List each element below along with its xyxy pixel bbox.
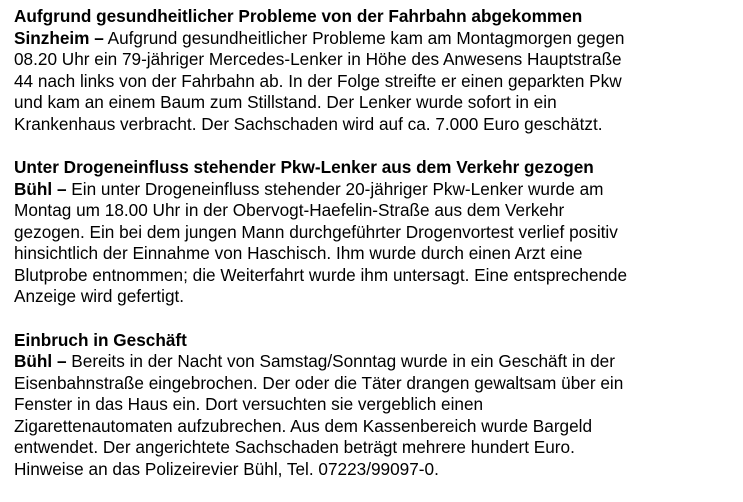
article-line: Eisenbahnstraße eingebrochen. Der oder die Täter drangen gewaltsam über ein: [14, 372, 624, 393]
article-line: Montag um 18.00 Uhr in der Obervogt-Haefelin-Straße aus dem Verkehr: [14, 200, 565, 220]
article-body: [14, 179, 735, 308]
article-drug-driver-buehl: [14, 157, 735, 308]
article-line: hinsichtlich der Einnahme von Haschisch. Ihm wurde durch einen Arzt eine: [14, 243, 583, 263]
article-body: [14, 28, 735, 136]
article-line: Hinweise an das Polizeirevier Bühl, Tel. 07223/99097-0.: [14, 458, 439, 479]
article-line: 08.20 Uhr ein 79-jähriger Mercedes-Lenker in Höhe des Anwesens Hauptstraße: [14, 49, 622, 69]
article-line: Anzeige wird gefertigt.: [14, 286, 185, 306]
article-location: Sinzheim –: [14, 27, 104, 48]
article-line: [14, 28, 735, 50]
article-headline: Unter Drogeneinfluss stehender Pkw-Lenker aus dem Verkehr gezogen: [14, 157, 594, 177]
article-accident-sinzheim: [14, 6, 735, 135]
article-line: entwendet. Der angerichtete Sachschaden beträgt mehrere hundert Euro.: [14, 437, 575, 457]
article-burglary-buehl: [14, 330, 735, 481]
article-line: Blutprobe entnommen; die Weiterfahrt wurde ihm untersagt. Eine entsprechende: [14, 264, 628, 285]
article-line: Fenster in das Haus ein. Dort versuchten sie vergeblich einen: [14, 394, 484, 414]
article-line: [14, 351, 735, 373]
article-text: Bereits in der Nacht von Samstag/Sonntag wurde in ein Geschäft in der: [66, 351, 615, 371]
article-text: Ein unter Drogeneinfluss stehender 20-jähriger Pkw-Lenker wurde am: [66, 178, 604, 199]
article-location: Bühl –: [14, 178, 67, 199]
article-line: Krankenhaus verbracht. Der Sachschaden wird auf ca. 7.000 Euro geschätzt.: [14, 113, 603, 134]
article-line: 44 nach links von der Fahrbahn ab. In der Folge streifte er einen geparkten Pkw: [14, 70, 622, 91]
article-location: Bühl –: [14, 351, 67, 371]
article-headline: Einbruch in Geschäft: [14, 329, 187, 350]
article-line: Zigarettenautomaten aufzubrechen. Aus dem Kassenbereich wurde Bargeld: [14, 415, 593, 436]
article-line: und kam an einem Baum zum Stillstand. Der Lenker wurde sofort in ein: [14, 92, 557, 112]
article-body: [14, 351, 735, 480]
article-line: [14, 179, 735, 201]
article-text: Aufgrund gesundheitlicher Probleme kam am Montagmorgen gegen: [103, 27, 625, 48]
article-headline: Aufgrund gesundheitlicher Probleme von der Fahrbahn abgekommen: [14, 6, 583, 26]
article-line: gezogen. Ein bei dem jungen Mann durchgeführter Drogenvortest verlief positiv: [14, 221, 618, 242]
